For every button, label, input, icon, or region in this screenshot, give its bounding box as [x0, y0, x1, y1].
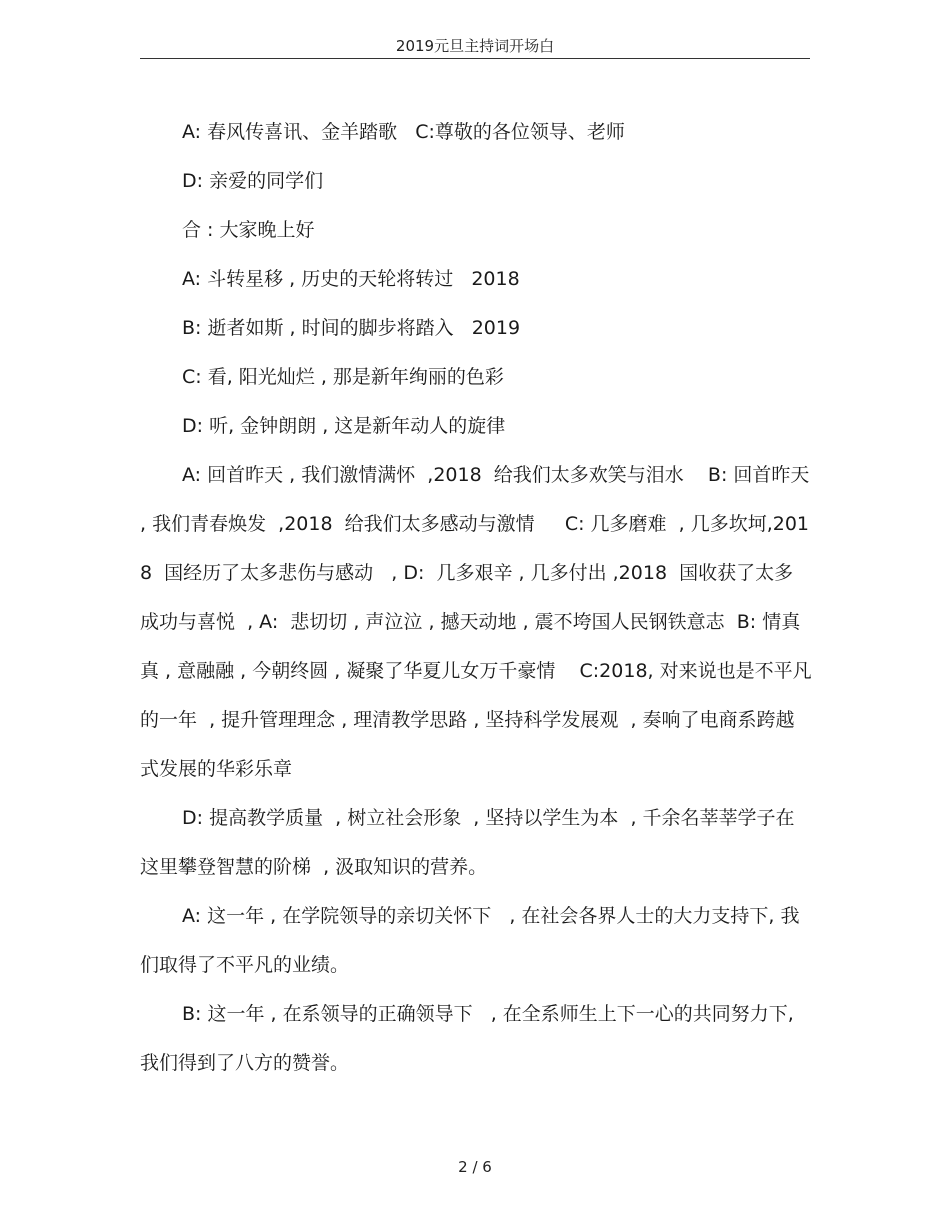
page-header-title: 2019元旦主持词开场白	[395, 37, 555, 55]
page-number: 2 / 6	[458, 1158, 492, 1176]
document-body	[140, 108, 816, 1088]
paragraph-11: B: 这一年 , 在系领导的正确领导下 , 在全系师生上下一心的共同努力下, 我们得到了八方的赞誉。	[140, 1003, 800, 1074]
paragraph-2: D: 亲爱的同学们	[182, 170, 324, 192]
paragraph-1: A: 春风传喜讯、金羊踏歌 C:尊敬的各位领导、老师	[182, 121, 625, 143]
paragraph-5: B: 逝者如斯 , 时间的脚步将踏入 2019	[182, 317, 521, 339]
paragraph-7: D: 听, 金钟朗朗 , 这是新年动人的旋律	[182, 415, 506, 437]
paragraph-3: 合 : 大家晚上好	[182, 219, 315, 241]
paragraph-4: A: 斗转星移 , 历史的天轮将转过 2018	[182, 268, 520, 290]
paragraph-9: D: 提高教学质量 , 树立社会形象 , 坚持以学生为本 , 千余名莘莘学子在这里攀登智慧的阶梯 , 汲取知识的营养。	[140, 807, 795, 878]
paragraph-10: A: 这一年 , 在学院领导的亲切关怀下 , 在社会各界人士的大力支持下, 我们取得了不平凡的业绩。	[140, 905, 800, 976]
paragraph-8: A: 回首昨天 , 我们激情满怀 ,2018 给我们太多欢笑与泪水 B: 回首昨天 , 我们青春焕发 ,2018 给我们太多感动与激情 C: 几多磨难 , 几多坎坷,2018 国经历了太多悲伤与感动 , D: 几多艰辛 , 几多付出 ,2018 国收获了太多成功与喜悦 , A: 悲切切 , 声泣泣 , 撼天动地 , 震不垮国人民钢铁意志 B: 情真真 , 意融融 , 今朝终圆 , 凝聚了华夏儿女万千豪情 C:2018, 对来说也是不平凡的一年 , 提升管理理念 , 理清教学思路 , 坚持科学发展观 , 奏响了电商系跨越式发展的华彩乐章	[140, 464, 816, 780]
header-divider	[140, 58, 810, 59]
paragraph-6: C: 看, 阳光灿烂 , 那是新年绚丽的色彩	[182, 366, 504, 388]
